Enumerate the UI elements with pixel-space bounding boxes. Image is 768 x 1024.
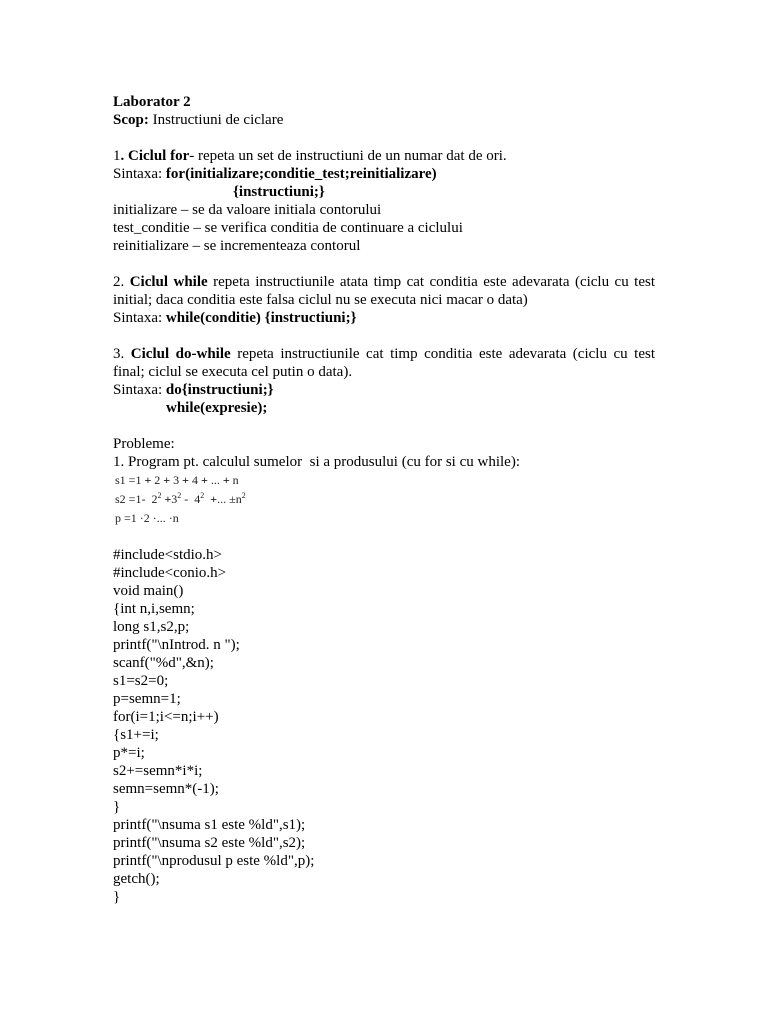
lab-title: Laborator 2: [113, 94, 191, 110]
code-block: [113, 546, 655, 906]
while-heading: 2. Ciclul while repeta instructiunile atata timp cat conditia este adevarata (ciclu cu test initial; daca conditia este falsa ciclul nu se executa nici macar o data): [113, 274, 656, 308]
code-line: #include<stdio.h>: [113, 547, 222, 563]
spacer: [113, 327, 655, 345]
code-line: }: [113, 889, 121, 905]
for-item-reinitializare: reinitializare – se incrementeaza contorul: [113, 238, 361, 254]
code-line: semn=semn*(-1);: [113, 781, 219, 797]
scop-line: Scop: Instructiuni de ciclare: [113, 112, 284, 128]
for-item-test-conditie: test_conditie – se verifica conditia de continuare a ciclului: [113, 220, 463, 236]
code-line: scanf("%d",&n);: [113, 655, 214, 671]
code-line: s1=s2=0;: [113, 673, 169, 689]
code-line: getch();: [113, 871, 160, 887]
dowhile-sintaxa-while: while(expresie);: [166, 400, 268, 416]
for-heading: 1. Ciclul for- repeta un set de instructiuni de un numar dat de ori.: [113, 148, 507, 164]
for-sintaxa-body: {instructiuni;}: [233, 184, 325, 200]
code-line: s2+=semn*i*i;: [113, 763, 203, 779]
dowhile-sintaxa: Sintaxa: do{instructiuni;}: [113, 382, 274, 398]
code-line: printf("\nIntrod. n ");: [113, 637, 240, 653]
code-line: printf("\nprodusul p este %ld",p);: [113, 853, 315, 869]
for-item-initializare: initializare – se da valoare initiala contorului: [113, 202, 382, 218]
code-line: printf("\nsuma s1 este %ld",s1);: [113, 817, 306, 833]
spacer: [113, 255, 655, 273]
document-page: [113, 93, 655, 906]
code-line: p*=i;: [113, 745, 145, 761]
formula-s2: s2 =1- $2^2 +3^2 - 4^2$ +... $\pm n^2$: [115, 491, 246, 506]
dowhile-heading: 3. Ciclul do-while repeta instructiunile cat timp conditia este adevarata (ciclu cu test final; ciclul se executa cel putin o data).: [113, 346, 656, 380]
code-line: long s1,s2,p;: [113, 619, 190, 635]
code-line: p=semn=1;: [113, 691, 181, 707]
spacer: [113, 417, 655, 435]
spacer: [113, 129, 655, 147]
spacer: [113, 528, 655, 546]
code-line: #include<conio.h>: [113, 565, 227, 581]
probleme-label: Probleme:: [113, 436, 175, 452]
code-line: void main(): [113, 583, 184, 599]
while-sintaxa: Sintaxa: while(conditie) {instructiuni;}: [113, 310, 357, 326]
code-line: {s1+=i;: [113, 727, 159, 743]
code-line: }: [113, 799, 121, 815]
problem-1: 1. Program pt. calculul sumelor si a produsului (cu for si cu while):: [113, 454, 520, 470]
code-line: printf("\nsuma s2 este %ld",s2);: [113, 835, 306, 851]
for-sintaxa: Sintaxa: for(initializare;conditie_test;reinitializare): [113, 166, 437, 182]
formula-s1: s1 =1 + 2 + 3 + 4 + ... + n: [115, 473, 239, 487]
code-line: {int n,i,semn;: [113, 601, 195, 617]
formula-p: p =1 ·2 ·... ·n: [115, 511, 179, 525]
code-line: for(i=1;i<=n;i++): [113, 709, 219, 725]
